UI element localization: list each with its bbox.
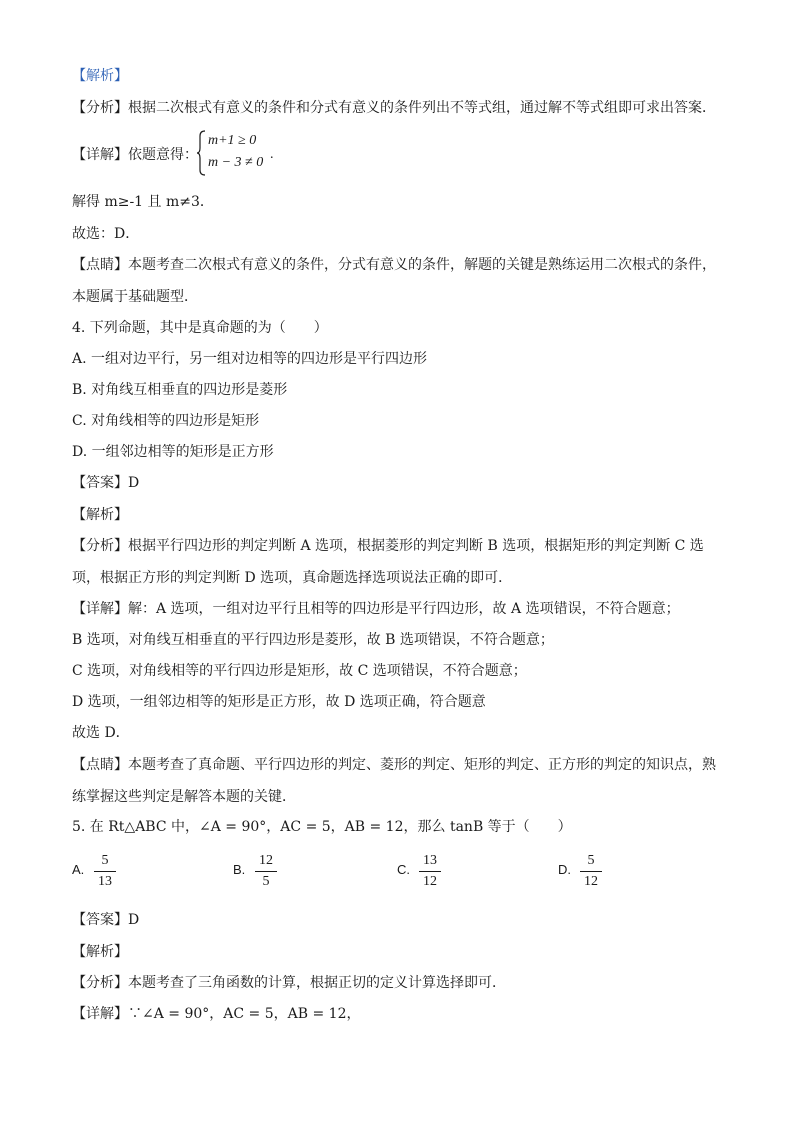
numerator: 5 — [587, 853, 595, 868]
comment-4-line-1: 【点睛】本题考查了真命题、平行四边形的判定、菱形的判定、矩形的判定、正方形的判定的知识点，熟 — [72, 757, 716, 773]
fraction — [94, 852, 116, 891]
comment-line-2: 本题属于基础题型． — [72, 289, 198, 305]
comment-line-1: 【点睛】本题考查二次根式有意义的条件，分式有意义的条件，解题的关键是熟练运用二次根式的条件， — [72, 257, 716, 273]
fraction-bar — [580, 871, 602, 872]
denominator: 5 — [262, 874, 270, 889]
fraction-bar — [419, 871, 441, 872]
detail-4-line-2: B 选项，对角线互相垂直的平行四边形是菱形，故 B 选项错误，不符合题意； — [72, 632, 554, 648]
fraction-bar — [94, 871, 116, 872]
fraction — [255, 852, 277, 891]
choice-line: 故选：D． — [72, 226, 140, 242]
analysis-4-line-1: 【分析】根据平行四边形的判定判断 A 选项，根据菱形的判定判断 B 选项，根据矩形的判定判断 C 选 — [72, 538, 704, 554]
brace-icon — [196, 130, 206, 176]
option-label: B. — [233, 862, 246, 877]
numerator: 5 — [101, 853, 109, 868]
question-5: 5. 在 Rt△ABC 中，∠A = 90°，AC = 5，AB = 12，那么 tanB 等于（ ） — [72, 819, 572, 835]
q4-option-b: B. 对角线互相垂直的四边形是菱形 — [72, 382, 288, 398]
numerator: 12 — [259, 853, 273, 868]
analysis-5-line: 【分析】本题考查了三角函数的计算，根据正切的定义计算选择即可． — [72, 975, 506, 991]
detail-5-line: 【详解】∵∠A = 90°，AC = 5，AB = 12， — [72, 1006, 361, 1022]
comment-4-line-2: 练掌握这些判定是解答本题的关键． — [72, 789, 296, 805]
choice-4: 故选 D． — [72, 725, 130, 741]
option-label: D. — [558, 862, 571, 877]
denominator: 12 — [584, 874, 598, 889]
option-label: A. — [72, 862, 85, 877]
fraction — [580, 852, 602, 891]
analysis-5-heading: 【解析】 — [72, 944, 128, 960]
question-4: 4. 下列命题，其中是真命题的为（ ） — [72, 320, 328, 336]
q4-option-a: A. 一组对边平行，另一组对边相等的四边形是平行四边形 — [72, 351, 428, 367]
option-label: C. — [397, 862, 410, 877]
fraction-bar — [255, 871, 277, 872]
inequality-2: m − 3 ≠ 0 — [208, 155, 264, 170]
analysis-paragraph: 【分析】根据二次根式有意义的条件和分式有意义的条件列出不等式组，通过解不等式组即可求出答案． — [72, 100, 716, 116]
system-period: . — [270, 147, 274, 162]
detail-4-line-4: D 选项，一组邻边相等的矩形是正方形，故 D 选项正确，符合题意 — [72, 694, 486, 710]
analysis-4-line-2: 项，根据正方形的判定判断 D 选项，真命题选择选项说法正确的即可． — [72, 570, 513, 586]
answer-4: 【答案】D — [72, 475, 140, 491]
denominator: 12 — [423, 874, 437, 889]
numerator: 13 — [423, 853, 437, 868]
solution-line: 解得 m≥-1 且 m≠3． — [72, 194, 214, 210]
detail-4-line-1: 【详解】解：A 选项，一组对边平行且相等的四边形是平行四边形，故 A 选项错误，不符合题意； — [72, 601, 680, 617]
inequality-system — [196, 130, 286, 178]
q4-option-d: D. 一组邻边相等的矩形是正方形 — [72, 444, 274, 460]
inequality-1: m+1 ≥ 0 — [208, 133, 257, 148]
denominator: 13 — [98, 874, 112, 889]
q4-option-c: C. 对角线相等的四边形是矩形 — [72, 413, 260, 429]
answer-5: 【答案】D — [72, 912, 140, 928]
fraction — [419, 852, 441, 891]
analysis-4-heading: 【解析】 — [72, 507, 128, 523]
detail-intro: 【详解】依题意得： — [72, 147, 198, 163]
analysis-heading: 【解析】 — [72, 68, 128, 84]
detail-4-line-3: C 选项，对角线相等的平行四边形是矩形，故 C 选项错误，不符合题意； — [72, 663, 527, 679]
